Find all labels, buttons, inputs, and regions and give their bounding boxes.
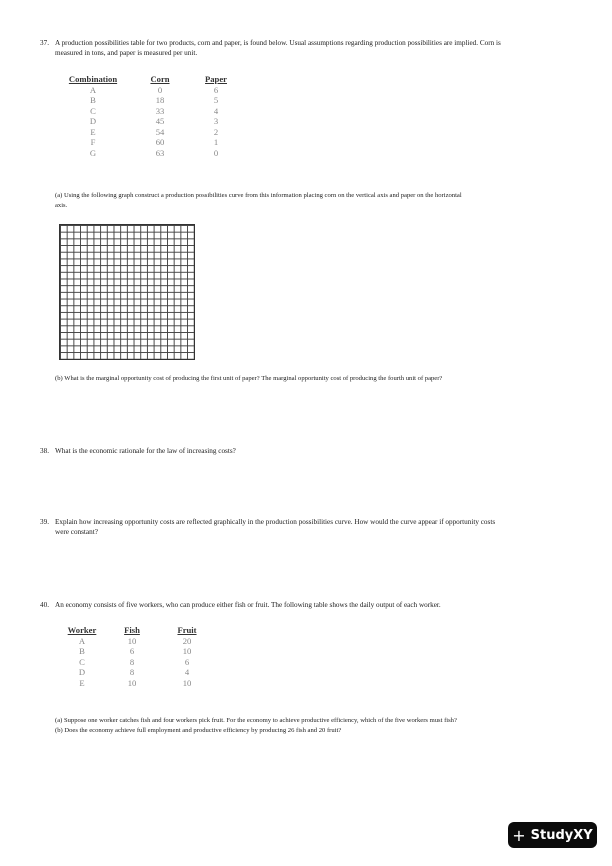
question-number: 39. <box>40 518 49 526</box>
combination-cell: A <box>89 84 97 95</box>
worker-output-table <box>60 625 214 688</box>
table-row <box>60 148 238 159</box>
question-39 <box>40 517 580 537</box>
fruit-cell: 4 <box>184 667 190 677</box>
plus-icon: + <box>512 825 526 845</box>
paper-cell: 5 <box>213 95 219 105</box>
paper-cell: 6 <box>213 84 219 95</box>
part-a-line1: (a) Using the following graph construct a production possibilities curve from this information placing corn on the vertical axis and paper on the horizontal <box>55 192 462 199</box>
column-header-fruit: Fruit <box>177 625 197 635</box>
table-row <box>60 678 214 689</box>
corn-cell: 18 <box>155 95 165 105</box>
combination-cell: D <box>89 116 97 126</box>
combination-cell: B <box>90 95 96 105</box>
table-row <box>60 137 238 148</box>
fish-cell: 8 <box>129 656 135 667</box>
question-text-line2: measured in tons, and paper is measured per unit. <box>55 49 198 57</box>
question-40 <box>40 600 580 610</box>
question-text-line1: A production possibilities table for two products, corn and paper, is found below. Usual assumptions regarding production possibilities are implied. Corn is <box>55 39 501 47</box>
fruit-cell: 20 <box>182 635 192 646</box>
fruit-cell: 6 <box>184 656 190 667</box>
fruit-cell: 10 <box>182 677 192 688</box>
paper-cell: 2 <box>213 126 219 137</box>
combination-cell: G <box>89 147 97 158</box>
worker-cell: E <box>79 677 85 688</box>
fish-cell: 6 <box>129 646 135 656</box>
corn-cell: 54 <box>155 126 165 137</box>
fruit-cell: 10 <box>182 646 192 656</box>
table-row <box>60 657 214 668</box>
question-text-line1: Explain how increasing opportunity costs are reflected graphically in the production possibilities curve. How would the curve appear if opportunity costs <box>55 518 496 526</box>
table-row <box>60 636 214 647</box>
worker-cell: D <box>78 667 86 677</box>
table-row <box>60 116 238 127</box>
question-38 <box>40 446 580 456</box>
corn-cell: 63 <box>155 147 165 158</box>
corn-cell: 60 <box>155 137 165 147</box>
combination-cell: C <box>90 105 96 116</box>
blank-graph-grid <box>59 224 195 360</box>
column-header-corn: Corn <box>150 74 170 84</box>
fish-cell: 10 <box>127 635 137 646</box>
table-row <box>60 646 214 657</box>
question-37-part-b: (b) What is the marginal opportunity cost of producing the first unit of paper? The marginal opportunity cost of producing the fourth unit of paper? <box>55 375 443 382</box>
combination-cell: E <box>90 126 96 137</box>
question-number: 38. <box>40 447 49 455</box>
column-header-fish: Fish <box>124 625 140 635</box>
fish-cell: 10 <box>127 677 137 688</box>
question-text: What is the economic rationale for the law of increasing costs? <box>55 447 236 455</box>
part-a: (a) Suppose one worker catches fish and four workers pick fruit. For the economy to achieve productive efficiency, which of the five workers must fish? <box>55 717 457 724</box>
worker-cell: B <box>79 646 85 656</box>
corn-cell: 45 <box>155 116 165 126</box>
paper-cell: 4 <box>213 105 219 116</box>
question-number: 37. <box>40 39 49 47</box>
paper-cell: 3 <box>213 116 219 126</box>
worker-cell: C <box>79 656 85 667</box>
paper-cell: 0 <box>213 147 219 158</box>
question-37-part-a <box>55 191 585 210</box>
question-37 <box>40 38 580 58</box>
combination-cell: F <box>90 137 96 147</box>
paper-cell: 1 <box>213 137 219 147</box>
corn-cell: 33 <box>155 105 165 116</box>
part-b: (b) Does the economy achieve full employment and productive efficiency by producing 26 fish and 20 fruit? <box>55 726 342 734</box>
table-row <box>60 667 214 678</box>
table-row <box>60 106 238 117</box>
column-header-combination: Combination <box>68 74 118 84</box>
table-row <box>60 85 238 96</box>
question-text-line2: were constant? <box>55 528 98 536</box>
studyxy-logo-badge[interactable] <box>508 822 597 848</box>
column-header-worker: Worker <box>67 625 97 635</box>
brand-label: StudyXY <box>530 827 593 843</box>
question-text: An economy consists of five workers, who can produce either fish or fruit. The following table shows the daily output of each worker. <box>55 601 441 609</box>
question-40-parts <box>55 716 585 735</box>
worker-cell: A <box>78 635 86 646</box>
corn-cell: 0 <box>157 84 163 95</box>
column-header-paper: Paper <box>205 74 227 84</box>
production-possibilities-table <box>60 74 238 158</box>
table-row <box>60 127 238 138</box>
fish-cell: 8 <box>129 667 135 677</box>
table-row <box>60 95 238 106</box>
question-number: 40. <box>40 601 49 609</box>
part-a-line2: axis. <box>55 201 68 209</box>
